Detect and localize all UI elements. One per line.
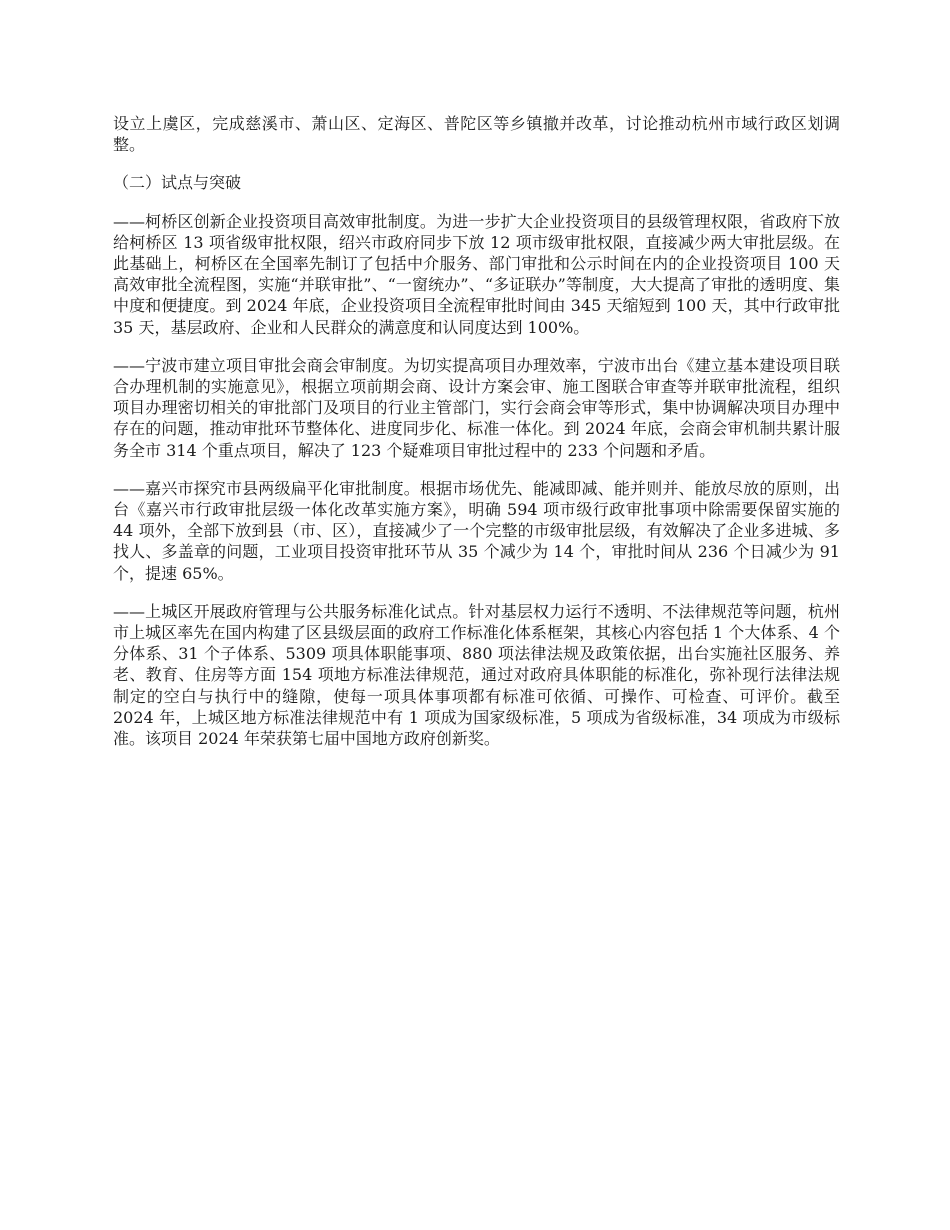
paragraph-keqiao: ——柯桥区创新企业投资项目高效审批制度。为进一步扩大企业投资项目的县级管理权限，省政府下放给柯桥区 13 项省级审批权限，绍兴市政府同步下放 12 项市级审批权限，直接减少两大审批层级。在此基础上，柯桥区在全国率先制订了包括中介服务、部门审批和公示时间在内的企业投资项目 100 天高效审批全流程图，实施“并联审批”、“一窗统办”、“多证联办”等制度，大大提高了审批的透明度、集中度和便捷度。到 2024 年底，企业投资项目全流程审批时间由 345 天缩短到 100 天，其中行政审批 35 天，基层政府、企业和人民群众的满意度和认同度达到 100%。	[113, 211, 840, 337]
paragraph-jiaxing: ——嘉兴市探究市县两级扁平化审批制度。根据市场优先、能减即减、能并则并、能放尽放的原则，出台《嘉兴市行政审批层级一体化改革实施方案》，明确 594 项市级行政审批事项中除需要保留实施的 44 项外，全部下放到县（市、区），直接减少了一个完整的市级审批层级，有效解决了企业多进城、多找人、多盖章的问题，工业项目投资审批环节从 35 个减少为 14 个，审批时间从 236 个日减少为 91 个，提速 65%。	[113, 478, 840, 583]
paragraph-ningbo: ——宁波市建立项目审批会商会审制度。为切实提高项目办理效率，宁波市出台《建立基本建设项目联合办理机制的实施意见》，根据立项前期会商、设计方案会审、施工图联合审查等并联审批流程，组织项目办理密切相关的审批部门及项目的行业主管部门，实行会商会审等形式，集中协调解决项目办理中存在的问题，推动审批环节整体化、进度同步化、标准一体化。到 2024 年底，会商会审机制共累计服务全市 314 个重点项目，解决了 123 个疑难项目审批过程中的 233 个问题和矛盾。	[113, 355, 840, 460]
document-page	[113, 113, 840, 766]
section-heading: （二）试点与突破	[113, 173, 242, 193]
paragraph-shangcheng: ——上城区开展政府管理与公共服务标准化试点。针对基层权力运行不透明、不法律规范等问题，杭州市上城区率先在国内构建了区县级层面的政府工作标准化体系框架，其核心内容包括 1 个大体系、4 个分体系、31 个子体系、5309 项具体职能事项、880 项法律法规及政策依据，出台实施社区服务、养老、教育、住房等方面 154 项地方标准法律规范，通过对政府具体职能的标准化，弥补现行法律法规制定的空白与执行中的缝隙，使每一项具体事项都有标准可依循、可操作、可检查、可评价。截至 2024 年，上城区地方标准法律规范中有 1 项成为国家级标准，5 项成为省级标准，34 项成为市级标准。该项目 2024 年荣获第七届中国地方政府创新奖。	[113, 601, 840, 749]
intro-paragraph: 设立上虞区，完成慈溪市、萧山区、定海区、普陀区等乡镇撤并改革，讨论推动杭州市域行政区划调整。	[113, 114, 840, 155]
